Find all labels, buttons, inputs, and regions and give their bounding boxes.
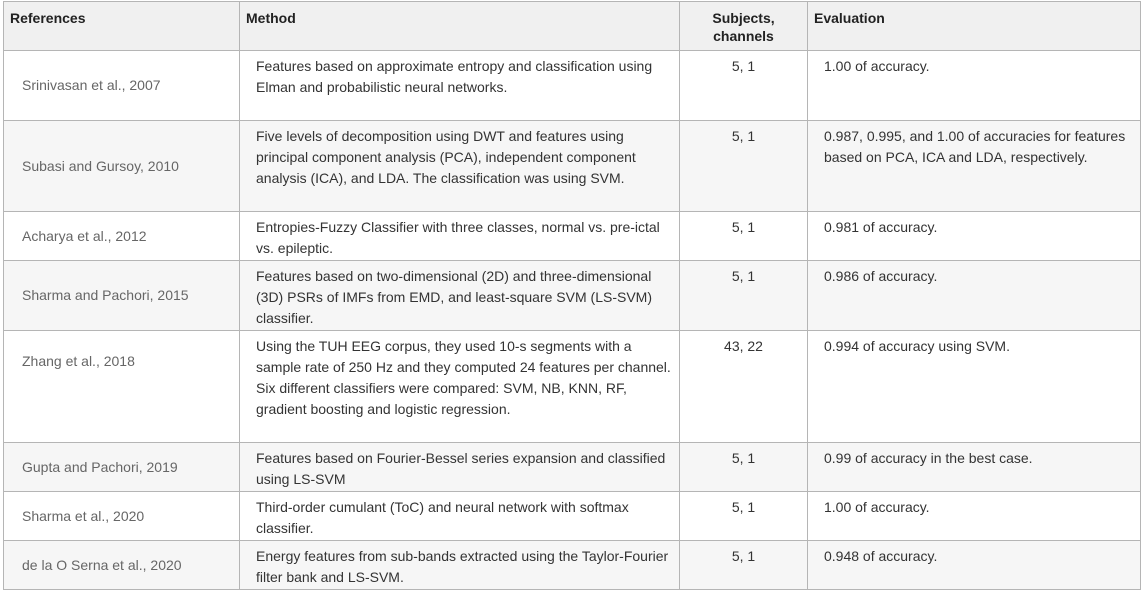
evaluation-cell: 1.00 of accuracy. xyxy=(808,492,1141,541)
header-method: Method xyxy=(240,2,680,51)
method-cell: Third-order cumulant (ToC) and neural network with softmax classifier. xyxy=(240,492,680,541)
subjects-cell: 5, 1 xyxy=(680,51,808,121)
evaluation-cell: 0.994 of accuracy using SVM. xyxy=(808,331,1141,443)
evaluation-cell: 0.948 of accuracy. xyxy=(808,541,1141,590)
table-row xyxy=(4,261,1141,331)
subjects-cell: 5, 1 xyxy=(680,492,808,541)
comparison-table xyxy=(3,1,1141,590)
reference-cell: Acharya et al., 2012 xyxy=(4,212,240,261)
evaluation-cell: 0.987, 0.995, and 1.00 of accuracies for features based on PCA, ICA and LDA, respectively. xyxy=(808,121,1141,212)
reference-cell: Gupta and Pachori, 2019 xyxy=(4,443,240,492)
header-row xyxy=(4,2,1141,51)
reference-cell: Sharma and Pachori, 2015 xyxy=(4,261,240,331)
subjects-cell: 5, 1 xyxy=(680,261,808,331)
subjects-cell: 43, 22 xyxy=(680,331,808,443)
method-cell: Entropies-Fuzzy Classifier with three classes, normal vs. pre-ictal vs. epileptic. xyxy=(240,212,680,261)
subjects-cell: 5, 1 xyxy=(680,541,808,590)
table-row xyxy=(4,51,1141,121)
reference-cell: Srinivasan et al., 2007 xyxy=(4,51,240,121)
subjects-cell: 5, 1 xyxy=(680,121,808,212)
evaluation-cell: 1.00 of accuracy. xyxy=(808,51,1141,121)
subjects-cell: 5, 1 xyxy=(680,443,808,492)
table-row xyxy=(4,121,1141,212)
header-references: References xyxy=(4,2,240,51)
header-evaluation: Evaluation xyxy=(808,2,1141,51)
table-row xyxy=(4,443,1141,492)
method-cell: Using the TUH EEG corpus, they used 10-s segments with a sample rate of 250 Hz and they computed 24 features per channel. Six different classifiers were compared: SVM, NB, KNN, RF, gradient boosting and logistic regression. xyxy=(240,331,680,443)
method-cell: Five levels of decomposition using DWT and features using principal component analysis (PCA), independent component analysis (ICA), and LDA. The classification was using SVM. xyxy=(240,121,680,212)
method-cell: Features based on two-dimensional (2D) and three-dimensional (3D) PSRs of IMFs from EMD, and least-square SVM (LS-SVM) classifier. xyxy=(240,261,680,331)
reference-cell: Subasi and Gursoy, 2010 xyxy=(4,121,240,212)
header-subjects: Subjects, channels xyxy=(680,2,808,51)
reference-cell: Zhang et al., 2018 xyxy=(4,331,240,443)
evaluation-cell: 0.99 of accuracy in the best case. xyxy=(808,443,1141,492)
method-cell: Features based on Fourier-Bessel series expansion and classified using LS-SVM xyxy=(240,443,680,492)
reference-cell: de la O Serna et al., 2020 xyxy=(4,541,240,590)
reference-cell: Sharma et al., 2020 xyxy=(4,492,240,541)
method-cell: Features based on approximate entropy and classification using Elman and probabilistic neural networks. xyxy=(240,51,680,121)
evaluation-cell: 0.986 of accuracy. xyxy=(808,261,1141,331)
table-row xyxy=(4,331,1141,443)
evaluation-cell: 0.981 of accuracy. xyxy=(808,212,1141,261)
table-row xyxy=(4,212,1141,261)
method-cell: Energy features from sub-bands extracted using the Taylor-Fourier filter bank and LS-SVM. xyxy=(240,541,680,590)
subjects-cell: 5, 1 xyxy=(680,212,808,261)
table-row xyxy=(4,541,1141,590)
table-row xyxy=(4,492,1141,541)
